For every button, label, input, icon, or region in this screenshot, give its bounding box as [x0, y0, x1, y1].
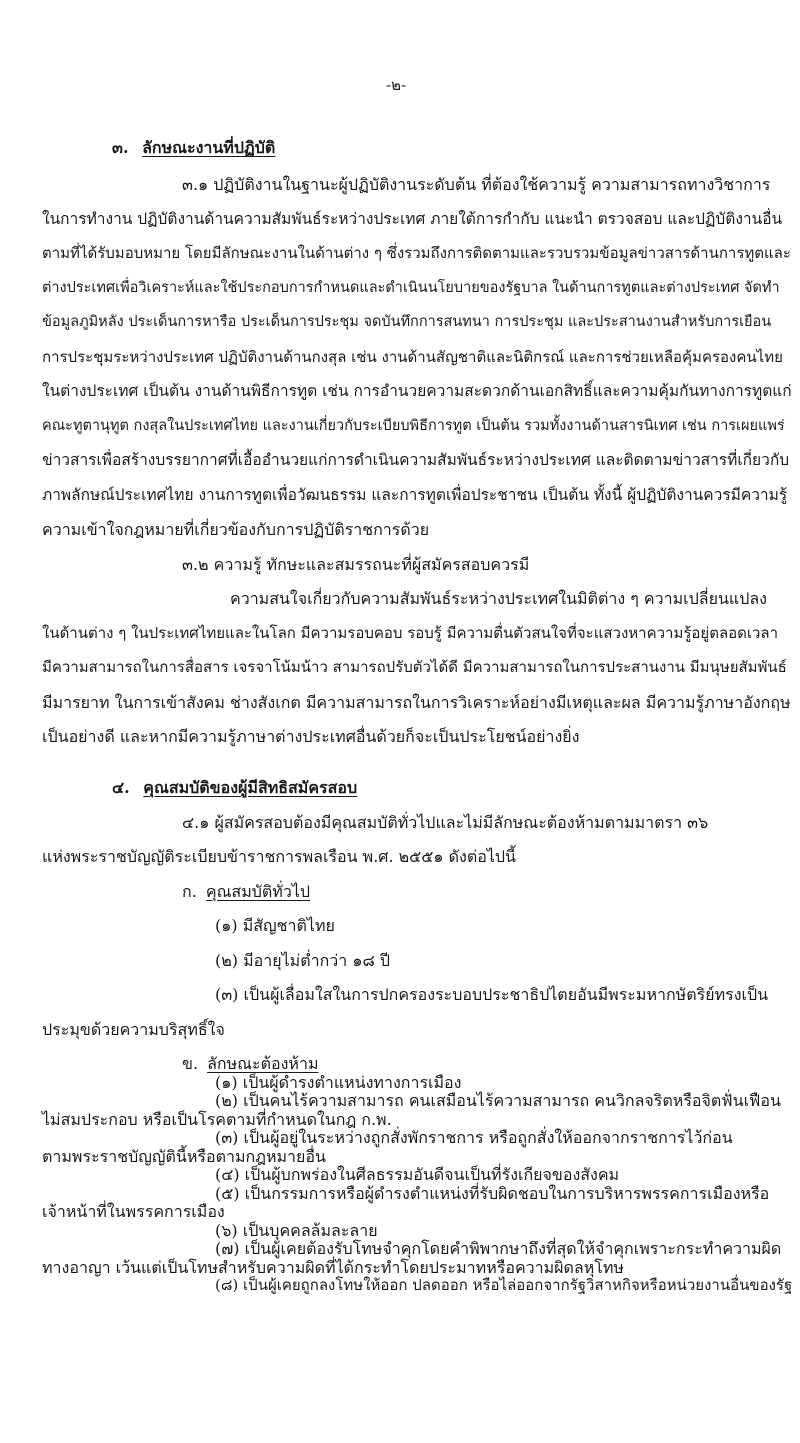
general-qualifications-prefix: ก. — [182, 882, 197, 901]
prohibited-item-continuation: เจ้าหน้าที่ในพรรคการเมือง — [42, 1202, 225, 1221]
paragraph-3-2-line: มีมารยาท ในการเข้าสังคม ช่างสังเกต มีความสามารถในการวิเคราะห์อย่างมีเหตุและผล มีความรู้ภาษาอังกฤษ — [42, 693, 791, 712]
general-qualification-item: (๒) มีอายุไม่ต่ำกว่า ๑๘ ปี — [215, 951, 391, 970]
prohibited-item: (๓) เป็นผู้อยู่ในระหว่างถูกสั่งพักราชการ หรือถูกสั่งให้ออกจากราชการไว้ก่อน — [215, 1128, 733, 1147]
general-qualification-item-continuation: ประมุขด้วยความบริสุทธิ์ใจ — [42, 1020, 225, 1039]
paragraph-3-2-line: เป็นอย่างดี และหากมีความรู้ภาษาต่างประเทศอื่นด้วยก็จะเป็นประโยชน์อย่างยิ่ง — [42, 727, 580, 746]
paragraph-4-1-line: แห่งพระราชบัญญัติระเบียบข้าราชการพลเรือน พ.ศ. ๒๕๕๑ ดังต่อไปนี้ — [42, 847, 516, 866]
general-qualification-item: (๓) เป็นผู้เลื่อมใสในการปกครองระบอบประชาธิปไตยอันมีพระมหากษัตริย์ทรงเป็น — [215, 985, 769, 1004]
section-3-title: ลักษณะงานที่ปฏิบัติ — [142, 138, 276, 157]
paragraph-4-1-line: ๔.๑ ผู้สมัครสอบต้องมีคุณสมบัติทั่วไปและไม่มีลักษณะต้องห้ามตามมาตรา ๓๖ — [182, 813, 709, 832]
paragraph-3-2-heading: ๓.๒ ความรู้ ทักษะและสมรรถนะที่ผู้สมัครสอบควรมี — [182, 555, 530, 574]
page-number: -๒- — [386, 76, 407, 94]
prohibited-item: (๘) เป็นผู้เคยถูกลงโทษให้ออก ปลดออก หรือไล่ออกจากรัฐวิสาหกิจหรือหน่วยงานอื่นของรัฐ — [215, 1276, 793, 1294]
paragraph-3-1-line: ในต่างประเทศ เป็นต้น งานด้านพิธีการทูต เช่น การอำนวยความสะดวกด้านเอกสิทธิ์และความคุ้มกันทางการทูตแก่ — [42, 382, 792, 400]
prohibited-item: (๔) เป็นผู้บกพร่องในศีลธรรมอันดีจนเป็นที่รังเกียจของสังคม — [215, 1165, 620, 1184]
paragraph-3-1-line: คณะทูตานุทูต กงสุลในประเทศไทย และงานเกี่ยวกับระเบียบพิธีการทูต เป็นต้น รวมทั้งงานด้านสารนิเทศ เช่น การเผยแพร่ — [42, 418, 785, 434]
paragraph-3-1-line: ในการทำงาน ปฏิบัติงานด้านความสัมพันธ์ระหว่างประเทศ ภายใต้การกำกับ แนะนำ ตรวจสอบ และปฏิบัติงานอื่น — [42, 210, 783, 228]
section-3-heading — [112, 140, 275, 156]
prohibited-heading — [182, 1056, 319, 1072]
general-qualifications-title: คุณสมบัติทั่วไป — [205, 882, 311, 901]
paragraph-3-1-line: ๓.๑ ปฏิบัติงานในฐานะผู้ปฏิบัติงานระดับต้น ที่ต้องใช้ความรู้ ความสามารถทางวิชาการ — [182, 175, 771, 194]
prohibited-item-continuation: ตามพระราชบัญญัตินี้หรือตามกฎหมายอื่น — [42, 1147, 326, 1166]
prohibited-item: (๕) เป็นกรรมการหรือผู้ดำรงตำแหน่งที่รับผิดชอบในการบริหารพรรคการเมืองหรือ — [215, 1184, 770, 1203]
prohibited-title: ลักษณะต้องห้าม — [207, 1054, 319, 1073]
prohibited-item: (๖) เป็นบุคคลล้มละลาย — [215, 1221, 378, 1240]
section-4-title: คุณสมบัติของผู้มีสิทธิสมัครสอบ — [143, 778, 358, 797]
section-4-number: ๔. — [112, 778, 130, 797]
prohibited-item: (๑) เป็นผู้ดำรงตำแหน่งทางการเมือง — [215, 1073, 462, 1092]
paragraph-3-1-line: การประชุมระหว่างประเทศ ปฏิบัติงานด้านกงสุล เช่น งานด้านสัญชาติและนิติกรณ์ และการช่วยเหลือคุ้มครองคนไทย — [42, 348, 783, 366]
paragraph-3-1-line: ตามที่ได้รับมอบหมาย โดยมีลักษณะงานในด้านต่าง ๆ ซึ่งรวมถึงการติดตามและรวบรวมข้อมูลข่าวสารด้านการทูตและ — [42, 244, 791, 262]
paragraph-3-2-line: ในด้านต่าง ๆ ในประเทศไทยและในโลก มีความรอบคอบ รอบรู้ มีความตื่นตัวสนใจที่จะแสวงหาความรู้อยู่ตลอดเวลา — [42, 624, 779, 642]
prohibited-item: (๗) เป็นผู้เคยต้องรับโทษจำคุกโดยคำพิพากษาถึงที่สุดให้จำคุกเพราะกระทำความผิด — [215, 1239, 782, 1258]
prohibited-item: (๒) เป็นคนไร้ความสามารถ คนเสมือนไร้ความสามารถ คนวิกลจริตหรือจิตฟั่นเฟือน — [215, 1091, 781, 1110]
paragraph-3-1-line: ข่าวสารเพื่อสร้างบรรยากาศที่เอื้ออำนวยแก่การดำเนินความสัมพันธ์ระหว่างประเทศ และติดตามข่าวสารที่เกี่ยวกับ — [42, 451, 790, 469]
section-3-number: ๓. — [112, 138, 129, 157]
paragraph-3-1-line: ต่างประเทศเพื่อวิเคราะห์และใช้ประกอบการกำหนดและดำเนินนโยบายของรัฐบาล ในด้านการทูตและต่างประเทศ จัดทำ — [42, 280, 780, 296]
paragraph-3-2-line: ความสนใจเกี่ยวกับความสัมพันธ์ระหว่างประเทศในมิติต่าง ๆ ความเปลี่ยนแปลง — [230, 589, 767, 608]
paragraph-3-1-line: ภาพลักษณ์ประเทศไทย งานการทูตเพื่อวัฒนธรรม และการทูตเพื่อประชาชน เป็นต้น ทั้งนี้ ผู้ปฏิบัติงานควรมีความรู้ — [42, 486, 788, 504]
section-4-heading — [112, 780, 357, 796]
paragraph-3-1-line: ความเข้าใจกฎหมายที่เกี่ยวข้องกับการปฏิบัติราชการด้วย — [42, 520, 430, 539]
paragraph-3-1-line: ข้อมูลภูมิหลัง ประเด็นการหารือ ประเด็นการประชุม จดบันทึกการสนทนา การประชุม และประสานงานสำหรับการเยือน — [42, 314, 772, 330]
general-qualification-item: (๑) มีสัญชาติไทย — [215, 916, 335, 935]
prohibited-item-continuation: ทางอาญา เว้นแต่เป็นโทษสำหรับความผิดที่ได้กระทำโดยประมาทหรือความผิดลหุโทษ — [42, 1258, 624, 1277]
paragraph-3-2-line: มีความสามารถในการสื่อสาร เจรจาโน้มน้าว สามารถปรับตัวได้ดี มีความสามารถในการประสานงาน มีมนุษยสัมพันธ์ — [42, 658, 787, 676]
general-qualifications-heading — [182, 884, 310, 900]
prohibited-item-continuation: ไม่สมประกอบ หรือเป็นโรคตามที่กำหนดในกฎ ก.พ. — [42, 1110, 392, 1129]
prohibited-prefix: ข. — [182, 1054, 199, 1073]
